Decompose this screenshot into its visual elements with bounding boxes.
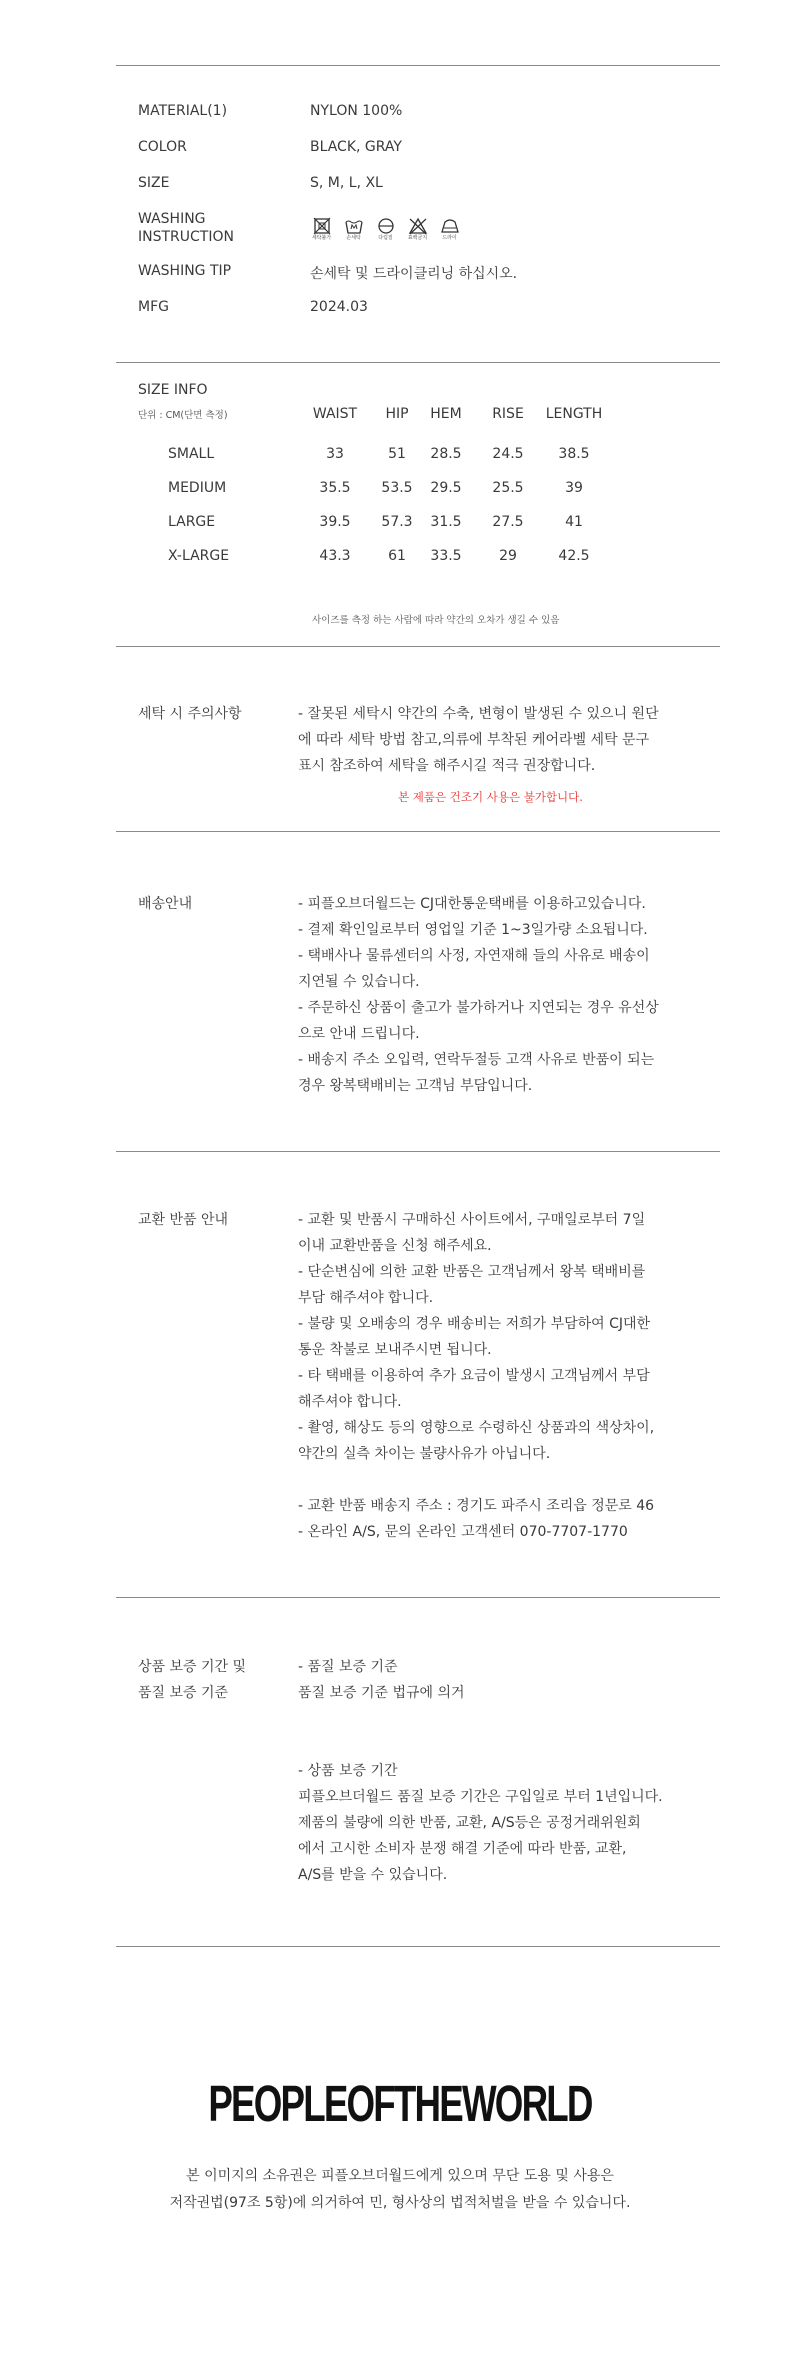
spec-label-washing-line1: WASHING: [138, 211, 206, 227]
size-cell: 41: [565, 514, 583, 530]
returns-line: - 촬영, 해상도 등의 영향으로 수령하신 상품과의 색상차이,: [298, 1420, 655, 1436]
warranty-line: A/S를 받을 수 있습니다.: [298, 1867, 448, 1883]
size-cell: 42.5: [558, 548, 590, 564]
brand-logo: PEOPLEOFTHEWORLD: [208, 2075, 592, 2132]
size-cell: 57.3: [381, 514, 413, 530]
size-col-header: WAIST: [312, 406, 358, 422]
divider: [116, 646, 720, 647]
no-machine-wash-icon: [310, 217, 333, 245]
size-cell: 28.5: [430, 446, 462, 462]
icon-caption: 드라이: [442, 235, 457, 241]
size-row-name: LARGE: [168, 514, 216, 530]
size-unit-note: 단위 : CM(단면 측정): [138, 410, 228, 421]
size-col-header: LENGTH: [545, 406, 603, 422]
size-cell: 25.5: [492, 480, 524, 496]
returns-line: - 타 택배를 이용하여 추가 요금이 발생시 고객님께서 부담: [298, 1368, 650, 1384]
spec-label-washing-line2: INSTRUCTION: [138, 229, 234, 245]
spec-value-mfg: 2024.03: [310, 299, 368, 315]
size-cell: 51: [388, 446, 406, 462]
divider: [116, 831, 720, 832]
divider: [116, 1946, 720, 1947]
size-row-name: X-LARGE: [168, 548, 230, 564]
size-col-header: RISE: [492, 406, 524, 422]
washing-icons: [310, 217, 461, 245]
size-footnote: 사이즈를 측정 하는 사람에 따라 약간의 오차가 생길 수 있음: [312, 615, 560, 626]
icon-caption: 세탁불가: [311, 235, 332, 241]
no-bleach-icon: [406, 217, 429, 245]
divider: [116, 1597, 720, 1598]
size-cell: 29.5: [430, 480, 462, 496]
spec-value-size: S, M, L, XL: [310, 175, 383, 191]
spec-label-color: COLOR: [138, 139, 187, 155]
returns-line: - 불량 및 오배송의 경우 배송비는 저희가 부담하여 CJ대한: [298, 1316, 651, 1332]
warranty-line: - 품질 보증 기준: [298, 1659, 398, 1675]
size-cell: 29: [499, 548, 517, 564]
divider: [116, 362, 720, 363]
warranty-line: 에서 고시한 소비자 분쟁 해결 기준에 따라 반품, 교환,: [298, 1841, 627, 1857]
size-cell: 43.3: [319, 548, 351, 564]
washing-care-line: - 잘못된 세탁시 약간의 수축, 변형이 발생된 수 있으니 원단: [298, 706, 659, 722]
returns-line: 이내 교환반품을 신청 해주세요.: [298, 1238, 492, 1254]
washing-care-line: 표시 참조하여 세탁을 해주시길 적극 권장합니다.: [298, 758, 596, 774]
divider: [116, 1151, 720, 1152]
icon-caption: 다림질: [378, 235, 393, 241]
copyright-line: 본 이미지의 소유권은 피플오브더월드에게 있으며 무단 도용 및 사용은: [186, 2168, 614, 2184]
spec-label-mfg: MFG: [138, 299, 169, 315]
spec-label-size: SIZE: [138, 175, 170, 191]
warranty-line: - 상품 보증 기간: [298, 1763, 398, 1779]
returns-line: - 교환 및 반품시 구매하신 사이트에서, 구매일로부터 7일: [298, 1212, 646, 1228]
dryer-warning: 본 제품은 건조기 사용은 불가합니다.: [398, 790, 583, 804]
shipping-title: 배송안내: [138, 896, 193, 912]
returns-address: - 교환 반품 배송지 주소 : 경기도 파주시 조리읍 정문로 46: [298, 1498, 655, 1514]
shipping-line: - 결제 확인일로부터 영업일 기준 1~3일가량 소요됩니다.: [298, 922, 648, 938]
washing-care-line: 에 따라 세탁 방법 참고,의류에 부착된 케어라벨 세탁 문구: [298, 732, 650, 748]
size-info-title: SIZE INFO: [138, 382, 208, 398]
returns-line: 약간의 실측 차이는 불량사유가 아닙니다.: [298, 1446, 551, 1462]
size-cell: 27.5: [492, 514, 524, 530]
size-col-header: HEM: [430, 406, 462, 422]
washing-care-title: 세탁 시 주의사항: [138, 706, 242, 722]
returns-contact: - 온라인 A/S, 문의 온라인 고객센터 070-7707-1770: [298, 1524, 628, 1540]
shipping-line: 지연될 수 있습니다.: [298, 974, 420, 990]
returns-line: - 단순변심에 의한 교환 반품은 고객님께서 왕복 택배비를: [298, 1264, 646, 1280]
no-iron-icon: [374, 217, 397, 245]
warranty-line: 제품의 불량에 의한 반품, 교환, A/S등은 공정거래위원회: [298, 1815, 641, 1831]
spec-value-color: BLACK, GRAY: [310, 139, 402, 155]
icon-caption: 손세탁: [346, 235, 361, 241]
shipping-line: - 배송지 주소 오입력, 연락두절등 고객 사유로 반품이 되는: [298, 1052, 655, 1068]
shipping-line: - 주문하신 상품이 출고가 불가하거나 지연되는 경우 유선상: [298, 1000, 659, 1016]
returns-line: 통운 착불로 보내주시면 됩니다.: [298, 1342, 492, 1358]
size-row-name: SMALL: [168, 446, 215, 462]
dry-clean-icon: [438, 217, 461, 245]
shipping-line: - 피플오브더월드는 CJ대한통운택배를 이용하고있습니다.: [298, 896, 646, 912]
copyright-line: 저작권법(97조 5항)에 의거하여 민, 형사상의 법적처벌을 받을 수 있습니다.: [169, 2195, 631, 2211]
shipping-line: 경우 왕복택배비는 고객님 부담입니다.: [298, 1078, 533, 1094]
size-cell: 61: [388, 548, 406, 564]
warranty-title-line2: 품질 보증 기준: [138, 1685, 229, 1701]
spec-label-material: MATERIAL(1): [138, 103, 228, 119]
divider: [116, 65, 720, 66]
returns-title: 교환 반품 안내: [138, 1212, 229, 1228]
shipping-line: - 택배사나 물류센터의 사정, 자연재해 들의 사유로 배송이: [298, 948, 650, 964]
size-cell: 53.5: [381, 480, 413, 496]
size-cell: 39.5: [319, 514, 351, 530]
returns-line: 부담 해주셔야 합니다.: [298, 1290, 434, 1306]
hand-wash-icon: [342, 217, 365, 245]
size-cell: 39: [565, 480, 583, 496]
size-row-name: MEDIUM: [168, 480, 227, 496]
size-cell: 35.5: [319, 480, 351, 496]
spec-value-washing-tip: 손세탁 및 드라이클리닝 하십시오.: [310, 266, 518, 282]
size-cell: 31.5: [430, 514, 462, 530]
size-cell: 38.5: [558, 446, 590, 462]
warranty-line: 피플오브더월드 품질 보증 기간은 구입일로 부터 1년입니다.: [298, 1789, 663, 1805]
size-col-header: HIP: [385, 406, 409, 422]
icon-caption: 표백금지: [407, 235, 428, 241]
returns-line: 해주셔야 합니다.: [298, 1394, 402, 1410]
warranty-title-line1: 상품 보증 기간 및: [138, 1659, 247, 1675]
spec-value-material: NYLON 100%: [310, 103, 403, 119]
size-cell: 33.5: [430, 548, 462, 564]
size-cell: 33: [326, 446, 344, 462]
size-cell: 24.5: [492, 446, 524, 462]
shipping-line: 으로 안내 드립니다.: [298, 1026, 420, 1042]
warranty-line: 품질 보증 기준 법규에 의거: [298, 1685, 465, 1701]
spec-label-washing-tip: WASHING TIP: [138, 263, 232, 279]
